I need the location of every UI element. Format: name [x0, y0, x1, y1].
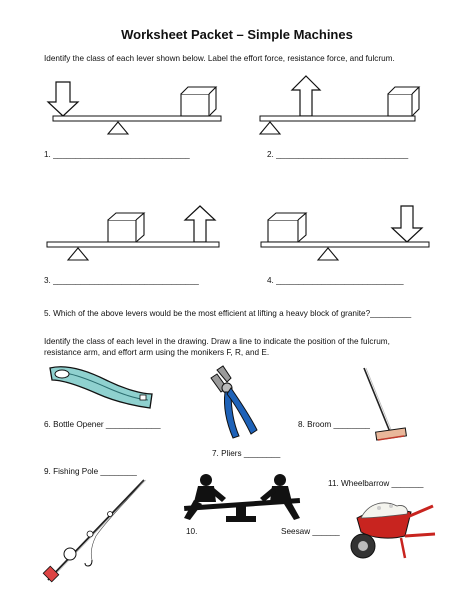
- pliers-label[interactable]: 7. Pliers ________: [212, 449, 281, 458]
- load-box-icon: [181, 87, 216, 116]
- lever-instructions: Identify the class of each lever shown below. Label the effort force, resistance force, and fulcrum.: [44, 54, 395, 63]
- fulcrum-icon: [108, 122, 128, 134]
- seesaw-number: 10.: [186, 527, 198, 536]
- fishing-pole-label[interactable]: 9. Fishing Pole ________: [44, 467, 137, 476]
- lever-diagram-4: [258, 206, 438, 268]
- question-5: 5. Which of the above levers would be the most efficient at lifting a heavy block of granite?_________: [44, 309, 412, 318]
- effort-arrow-down-icon: [48, 82, 78, 116]
- wheelbarrow-label[interactable]: 11. Wheelbarrow _______: [328, 479, 424, 488]
- drawing-instructions-line-2: resistance arm, and effort arm using the monikers F, R, and E.: [44, 348, 270, 357]
- right-child-silhouette: [260, 474, 300, 520]
- broom-icon: [358, 366, 408, 446]
- lever-beam: [47, 242, 219, 247]
- seesaw-icon: [180, 472, 304, 528]
- fulcrum-icon: [68, 248, 88, 260]
- effort-arrow-up-icon: [185, 206, 215, 242]
- page-title: Worksheet Packet – Simple Machines: [121, 27, 353, 42]
- bottle-opener-label[interactable]: 6. Bottle Opener ____________: [44, 420, 161, 429]
- load-box-icon: [108, 213, 144, 242]
- effort-arrow-down-icon: [392, 206, 422, 242]
- load-box-icon: [388, 87, 419, 116]
- answer-line-4[interactable]: 4. ____________________________: [267, 276, 404, 285]
- bottle-opener-icon: [46, 362, 156, 412]
- effort-arrow-up-icon: [292, 76, 320, 116]
- answer-line-2[interactable]: 2. _____________________________: [267, 150, 409, 159]
- answer-line-3[interactable]: 3. ________________________________: [44, 276, 199, 285]
- wheelbarrow-icon: [343, 496, 438, 566]
- fulcrum-icon: [318, 248, 338, 260]
- pliers-icon: [205, 364, 265, 444]
- broom-label[interactable]: 8. Broom ________: [298, 420, 370, 429]
- lever-beam: [260, 116, 415, 121]
- fulcrum-icon: [260, 122, 280, 134]
- lever-beam: [261, 242, 429, 247]
- left-child-silhouette: [184, 474, 226, 520]
- answer-line-1[interactable]: 1. ______________________________: [44, 150, 190, 159]
- lever-diagram-2: [260, 76, 420, 142]
- fishing-pole-icon: [40, 476, 150, 586]
- lever-diagram-1: [48, 82, 228, 142]
- drawing-instructions-line-1: Identify the class of each level in the drawing. Draw a line to indicate the position of the fulcrum,: [44, 337, 390, 346]
- lever-diagram-3: [44, 206, 224, 268]
- load-box-icon: [268, 213, 306, 242]
- seesaw-label[interactable]: Seesaw ______: [281, 527, 340, 536]
- lever-beam: [53, 116, 221, 121]
